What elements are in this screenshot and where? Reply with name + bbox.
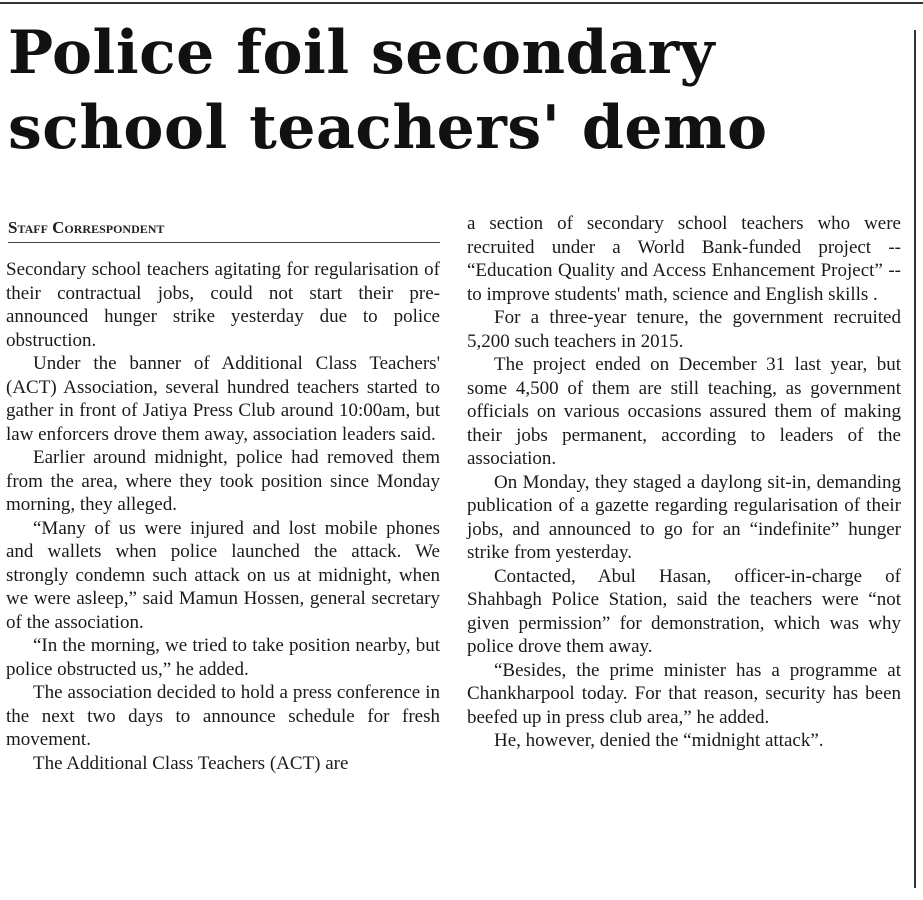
paragraph: “Many of us were injured and lost mobile phones and wallets when police launched the attack. We strongly condemn such attack on us at midnight, when we were asleep,” said Mamun Hossen, general secretary of the association.: [6, 517, 440, 633]
byline: Staff Correspondent: [8, 218, 165, 237]
paragraph: a section of secondary school teachers who were recruited under a World Bank-funded project -- “Education Quality and Access Enhancement Project” -- to improve students' math, science and English skills .: [467, 213, 901, 305]
headline: [8, 16, 908, 166]
paragraph: Secondary school teachers agitating for regularisation of their contractual jobs, could not start their pre-announced hunger strike yesterday due to police obstruction.: [6, 259, 440, 351]
paragraph: For a three-year tenure, the government recruited 5,200 such teachers in 2015.: [467, 307, 901, 352]
paragraph: On Monday, they staged a daylong sit-in, demanding publication of a gazette regarding regularisation of their jobs, and announced to go for an “indefinite” hunger strike from yesterday.: [467, 471, 901, 563]
paragraph: “In the morning, we tried to take position nearby, but police obstructed us,” he added.: [6, 635, 440, 680]
column-rule: [914, 30, 916, 888]
paragraph: The association decided to hold a press conference in the next two days to announce schedule for fresh movement.: [6, 682, 440, 750]
byline-rule: [8, 242, 440, 243]
top-rule: [0, 2, 923, 4]
paragraph: The project ended on December 31 last year, but some 4,500 of them are still teaching, as government officials on various occasions assured them of making their jobs permanent, according to leaders of the association.: [467, 354, 901, 469]
paragraph: He, however, denied the “midnight attack”.: [494, 730, 824, 751]
headline-line-2: school teachers' demo: [8, 93, 768, 163]
headline-line-1: Police foil secondary: [8, 18, 715, 88]
paragraph: Contacted, Abul Hasan, officer-in-charge of Shahbagh Police Station, said the teachers were “not given permission” for demonstration, which was why police drove them away.: [467, 565, 901, 657]
paragraph: Earlier around midnight, police had removed them from the area, where they took position since Monday morning, they alleged.: [6, 447, 440, 515]
right-column: [467, 212, 901, 753]
left-column: [6, 258, 440, 775]
paragraph: “Besides, the prime minister has a programme at Chankharpool today. For that reason, security has been beefed up in press club area,” he added.: [467, 659, 901, 728]
paragraph: The Additional Class Teachers (ACT) are: [33, 752, 349, 774]
paragraph: Under the banner of Additional Class Teachers' (ACT) Association, several hundred teachers started to gather in front of Jatiya Press Club around 10:00am, but law enforcers drove them away, association leaders said.: [6, 353, 440, 445]
